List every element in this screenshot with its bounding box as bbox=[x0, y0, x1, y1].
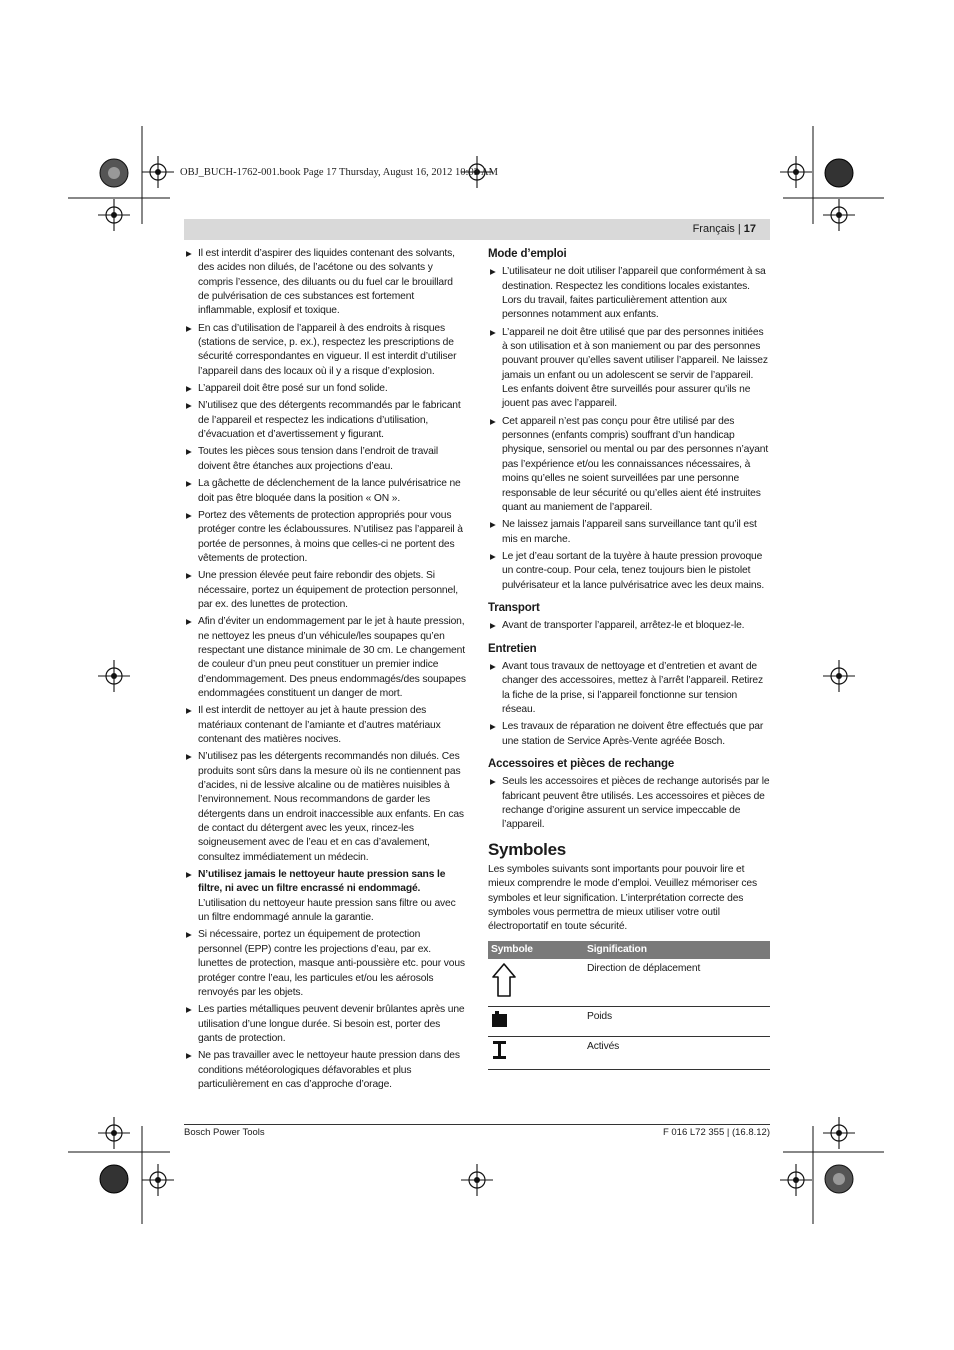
page-header-bar bbox=[184, 219, 770, 240]
list-item bbox=[184, 509, 466, 566]
table-row bbox=[488, 959, 770, 1007]
symbol-meaning: Activés bbox=[584, 1037, 770, 1069]
symboles-intro: Les symboles suivants sont importants pour pouvoir lire et mieux comprendre le mode d’emploi. Veuillez mémoriser ces symboles et leur signification. L’interprétation correcte des symboles vous permettra de mieux utiliser votre outil électroportatif en toute sécurité. bbox=[488, 864, 758, 933]
item-text: Toutes les pièces sous tension dans l’endroit de travail doivent être étanches aux projections d’eau. bbox=[198, 446, 439, 472]
item-text: N’utilisez que des détergents recommandés par le fabricant de l’appareil et respectez les indications d’utilisation, d’évacuation et d’avertissement y figurant. bbox=[198, 400, 461, 441]
page-number: 17 bbox=[743, 223, 756, 235]
list-item: ▶ L’utilisateur ne doit utiliser l’appareil que conformément à sa destination. Respectez les conditions locales existantes. Lors du travail, faites particulièrement attention aux personnes notamment aux enfants. bbox=[488, 265, 770, 322]
item-text: Il est interdit de nettoyer au jet à haute pression des matériaux contenant de l’amiante et d’autres matériaux contenant des matières nocives. bbox=[198, 705, 441, 745]
list-item: ▶ Avant de transporter l’appareil, arrêtez-le et bloquez-le. bbox=[488, 619, 770, 633]
symbols-table bbox=[488, 941, 770, 1070]
language-label: Français bbox=[692, 223, 735, 235]
table-row bbox=[488, 1007, 770, 1037]
list-item bbox=[184, 1003, 466, 1046]
list-item: ▶ L’appareil ne doit être utilisé que par des personnes initiées à son utilisation et à son maniement ou par des personnes pouvant prouver qu’elles savent utiliser l’appareil. Ne laissez jamais un enfant ou un adolescent se servir de l’appareil. Les enfants doivent être surveillés pour assurer qu’ils ne jouent pas avec l’appareil. bbox=[488, 326, 770, 412]
item-text: Ne pas travailler avec le nettoyeur haute pression dans des conditions météorologiques défavorables et plus particulièrement en cas d’approche d’orage. bbox=[198, 1050, 460, 1090]
list-item bbox=[184, 477, 466, 506]
list-item bbox=[184, 569, 466, 612]
list-item: ▶ Le jet d’eau sortant de la tuyère à haute pression provoque un contre-coup. Pour cela, tenez toujours bien le pistolet pulvérisateur et la lance pulvérisatrice avec les deux mains. bbox=[488, 550, 770, 593]
list-item: ▶ Les travaux de réparation ne doivent être effectués que par une station de Service Après-Vente agréée Bosch. bbox=[488, 720, 770, 749]
list-item bbox=[184, 445, 466, 474]
list-item bbox=[184, 1049, 466, 1092]
page-footer bbox=[184, 1124, 770, 1138]
list-item bbox=[184, 750, 466, 865]
item-text: L’appareil doit être posé sur un fond solide. bbox=[198, 383, 388, 395]
item-text: Afin d’éviter un endommagement par le jet à haute pression, ne nettoyez les pneus d’un véhicule/les soupapes qu’en respectant une distance minimale de 30 cm. Le changement de couleur d’un pneu peut constituer un premier indice d’endommagement. Des pneus endommagés/des soupapes endommagées constituent un danger de mort. bbox=[198, 616, 466, 699]
list-item bbox=[184, 322, 466, 379]
transport-list bbox=[488, 619, 770, 633]
list-item bbox=[184, 382, 466, 396]
item-text: Une pression élevée peut faire rebondir des objets. Si nécessaire, portez un équipement de protection personnel, par ex. des lunettes de protection. bbox=[198, 570, 458, 610]
list-item: ▶ Cet appareil n’est pas conçu pour être utilisé par des personnes (enfants compris) souffrant d’un handicap physique, sensoriel ou mental ou par des personnes n’ayant pas l’expérience et/ou les connaissances nécessaires, à moins qu’elles ne soient surveillées par une personne responsable de leur sécurité ou qu’elles aient été instruites quant au maniement de l’appareil. bbox=[488, 415, 770, 515]
section-heading-transport: Transport bbox=[488, 601, 540, 614]
col-header-symbole: Symbole bbox=[488, 941, 584, 959]
page-header: Français | 17 bbox=[692, 223, 756, 235]
section-heading-mode-emploi: Mode d’emploi bbox=[488, 248, 567, 260]
list-item: ▶ Seuls les accessoires et pièces de rechange autorisés par le fabricant peuvent être utilisés. Les accessoires et pièces de rechange d’origine assurent un service impeccable de l’appareil. bbox=[488, 775, 770, 832]
item-text: La gâchette de déclenchement de la lance pulvérisatrice ne doit pas être bloquée dans la position « ON ». bbox=[198, 478, 461, 504]
symbol-meaning: Direction de déplacement bbox=[584, 959, 770, 1007]
on-icon bbox=[488, 1037, 584, 1069]
table-row bbox=[488, 1037, 770, 1069]
file-header: OBJ_BUCH-1762-001.book Page 17 Thursday, August 16, 2012 10:03 AM bbox=[180, 167, 498, 178]
entretien-list bbox=[488, 660, 770, 749]
list-item bbox=[184, 399, 466, 442]
section-heading-entretien: Entretien bbox=[488, 642, 537, 655]
symbols-table-header bbox=[488, 941, 770, 959]
mode-emploi-list bbox=[488, 265, 770, 593]
right-column bbox=[488, 247, 770, 1070]
item-text: Portez des vêtements de protection appropriés pour vous protéger contre les éclaboussures. N’utilisez pas l’appareil à portée de personnes, à moins que celles-ci ne portent des vêtements de protection. bbox=[198, 509, 463, 564]
list-item bbox=[184, 868, 466, 925]
accessoires-list bbox=[488, 775, 770, 832]
list-item bbox=[184, 615, 466, 701]
symbol-meaning: Poids bbox=[584, 1007, 770, 1037]
section-heading-accessoires: Accessoires et pièces de rechange bbox=[488, 758, 675, 770]
list-item bbox=[184, 704, 466, 747]
move-arrow-icon bbox=[488, 959, 584, 1007]
bold-lead: N’utilisez jamais le nettoyeur haute pression sans le filtre, ni avec un filtre encrassé ni endommagé. bbox=[198, 869, 446, 895]
list-item bbox=[184, 247, 466, 319]
item-text: Les parties métalliques peuvent devenir brûlantes après une utilisation d’une longue durée. Si besoin est, porter des gants de protection. bbox=[198, 1004, 465, 1044]
item-text: En cas d’utilisation de l’appareil à des endroits à risques (stations de service, p. ex.), respectez les prescriptions de sécurité correspondantes en vigueur. Il est interdit d’utiliser l’appareil dans des locaux où il y a risque d’explosion. bbox=[198, 322, 457, 377]
weight-icon bbox=[488, 1007, 584, 1037]
item-text: L’utilisation du nettoyeur haute pression sans filtre ou avec un filtre endommagé annule la garantie. bbox=[198, 897, 456, 924]
footer-left: Bosch Power Tools bbox=[184, 1127, 265, 1138]
item-text: Il est interdit d’aspirer des liquides contenant des solvants, des acides non dilués, de l’acétone ou des solvants y compris l’essence, des diluants ou du fuel car le brouillard de pulvérisation de ces substances est fortement inflammable, explosif et toxique. bbox=[198, 248, 455, 317]
list-item: ▶ Ne laissez jamais l’appareil sans surveillance tant qu’il est mis en marche. bbox=[488, 518, 770, 547]
footer-right: F 016 L72 355 | (16.8.12) bbox=[662, 1127, 770, 1138]
list-item: ▶ Avant tous travaux de nettoyage et d’entretien et avant de changer des accessoires, mettez à l’arrêt l’appareil. Retirez la fiche de la prise, si l’appareil fonctionne sur tension réseau. bbox=[488, 660, 770, 717]
col-header-signification: Signification bbox=[584, 941, 770, 959]
left-column bbox=[184, 247, 466, 1095]
item-text: N’utilisez pas les détergents recommandés non dilués. Ces produits sont sûrs dans la mesure où ils ne contiennent pas d’acides, ni de lessive alcaline ou de matières nuisibles à l’environnement. Nous recommandons de garder les détergents dans un endroit inaccessible aux enfants. En cas de contact du détergent avec les yeux, rincez-les soigneusement avec de l’eau et en cas d’avalement, consultez immédiatement un médecin. bbox=[198, 751, 464, 863]
list-item bbox=[184, 928, 466, 1000]
item-text: Si nécessaire, portez un équipement de protection personnel (EPP) contre les projections d’eau, par ex. lunettes de protection, masque anti-poussière etc. pour vous protéger contre l’eau, les particules et/ou les aérosols renvoyés par les objets. bbox=[198, 929, 465, 998]
section-heading-symboles: Symboles bbox=[488, 839, 566, 859]
